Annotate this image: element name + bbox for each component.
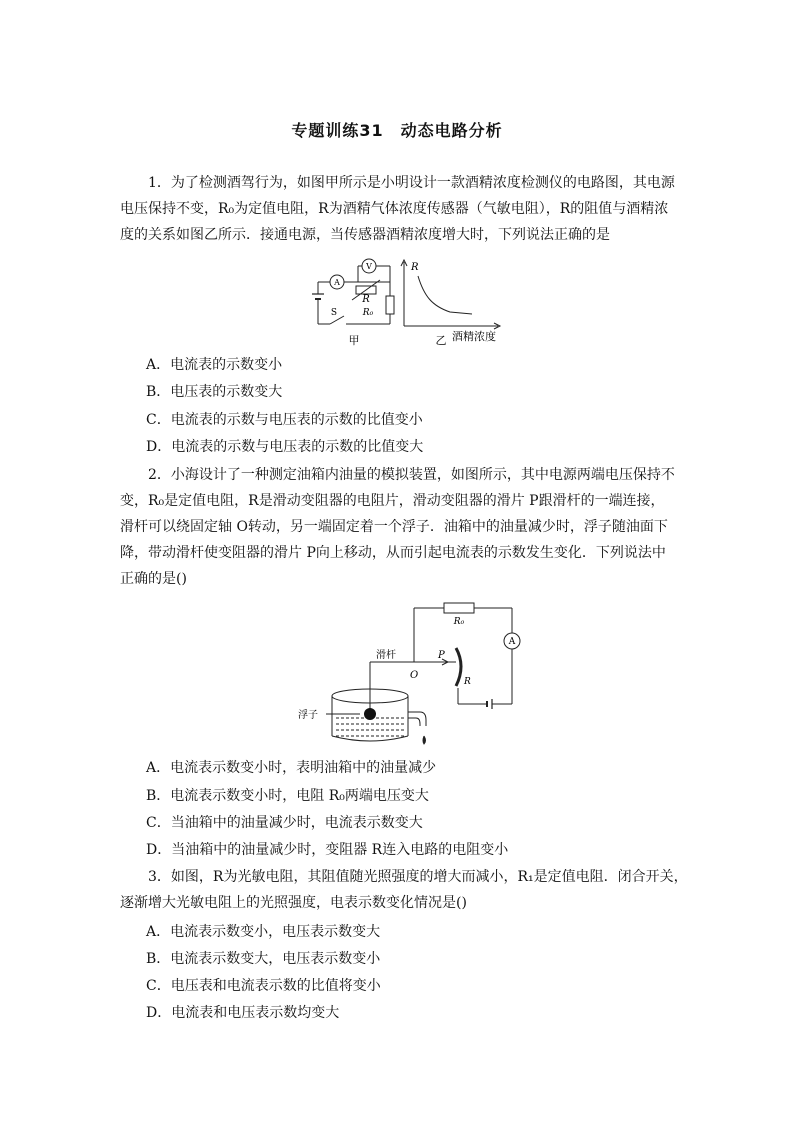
q1-ammeter-label: A xyxy=(334,278,340,287)
q2-slider-label: P xyxy=(438,650,445,661)
q2-circuit xyxy=(326,603,512,744)
q1-circuit-jia xyxy=(312,266,394,324)
q2-float-label: 浮子 xyxy=(298,710,318,721)
q1-r0-label: R₀ xyxy=(362,308,374,318)
q1-graph-x-label: 酒精浓度 xyxy=(452,330,496,343)
q1-switch-label: S xyxy=(330,308,338,318)
q1-stem-line-1: 1．为了检测酒驾行为，如图甲所示是小明设计一款酒精浓度检测仪的电路图，其电源 xyxy=(148,175,675,191)
q2-r0-label: R₀ xyxy=(453,617,465,627)
q2-option-a: A．电流表示数变小时，表明油箱中的油量减少 xyxy=(146,760,437,776)
q3-option-b: B．电流表示数变大，电压表示数变小 xyxy=(146,951,381,967)
q2-rod-label: 滑杆 xyxy=(376,650,396,661)
q3-stem-line-2: 逐渐增大光敏电阻上的光照强度，电表示数变化情况是() xyxy=(120,895,467,911)
q2-stem-line-1: 2．小海设计了一种测定油箱内油量的模拟装置，如图所示，其中电源两端电压保持不 xyxy=(148,467,675,483)
q3-stem xyxy=(120,864,700,916)
q2-stem-line-4: 降，带动滑杆使变阻器的滑片 P向上移动，从而引起电流表的示数发生变化．下列说法中 xyxy=(120,545,666,561)
q2-option-d: D．当油箱中的油量减少时，变阻器 R连入电路的电阻变小 xyxy=(146,842,509,858)
q1-label-jia: 甲 xyxy=(348,334,360,347)
q2-option-b: B．电流表示数变小时，电阻 R₀两端电压变大 xyxy=(146,788,429,804)
q2-stem xyxy=(120,462,700,592)
q3-option-d: D．电流表和电压表示数均变大 xyxy=(146,1005,340,1021)
q1-label-yi: 乙 xyxy=(435,334,447,347)
q1-figure xyxy=(300,252,530,348)
q2-stem-line-3: 滑杆可以绕固定轴 O转动，另一端固定着一个浮子．油箱中的油量减少时，浮子随油面下 xyxy=(120,519,668,535)
q3-stem-line-1: 3．如图，R为光敏电阻，其阻值随光照强度的增大而减小，R₁是定值电阻．闭合开关， xyxy=(148,869,688,885)
q1-stem-line-2: 电压保持不变，R₀为定值电阻，R为酒精气体浓度传感器（气敏电阻），R的阻值与酒精浓 xyxy=(120,201,669,217)
q2-stem-line-2: 变，R₀是定值电阻，R是滑动变阻器的电阻片，滑动变阻器的滑片 P跟滑杆的一端连接， xyxy=(120,493,665,509)
float-icon xyxy=(364,708,376,720)
page-title: 专题训练31 动态电路分析 xyxy=(291,121,503,140)
q2-stem-line-5: 正确的是() xyxy=(120,571,187,587)
q2-ammeter-label: A xyxy=(508,637,516,647)
q3-option-c: C．电压表和电流表示数的比值将变小 xyxy=(146,978,381,994)
q2-option-c: C．当油箱中的油量减少时，电流表示数变大 xyxy=(146,815,423,831)
q1-stem xyxy=(120,170,700,248)
q1-stem-line-3: 度的关系如图乙所示．接通电源，当传感器酒精浓度增大时，下列说法正确的是 xyxy=(120,227,610,243)
q1-option-d: D．电流表的示数与电压表的示数的比值变大 xyxy=(146,439,424,455)
q1-option-b: B．电压表的示数变大 xyxy=(146,384,283,400)
q1-graph-y-label: R xyxy=(411,262,419,273)
q1-sensor-label: R xyxy=(362,294,370,305)
q1-option-a: A．电流表的示数变小 xyxy=(146,357,283,373)
q2-rheostat-label: R xyxy=(464,677,471,687)
q2-pivot-label: O xyxy=(410,670,419,681)
q1-option-c: C．电流表的示数与电压表的示数的比值变小 xyxy=(146,412,423,428)
q2-figure xyxy=(296,596,536,754)
q1-voltmeter-label: V xyxy=(366,262,372,271)
q3-option-a: A．电流表示数变小，电压表示数变大 xyxy=(146,924,381,940)
